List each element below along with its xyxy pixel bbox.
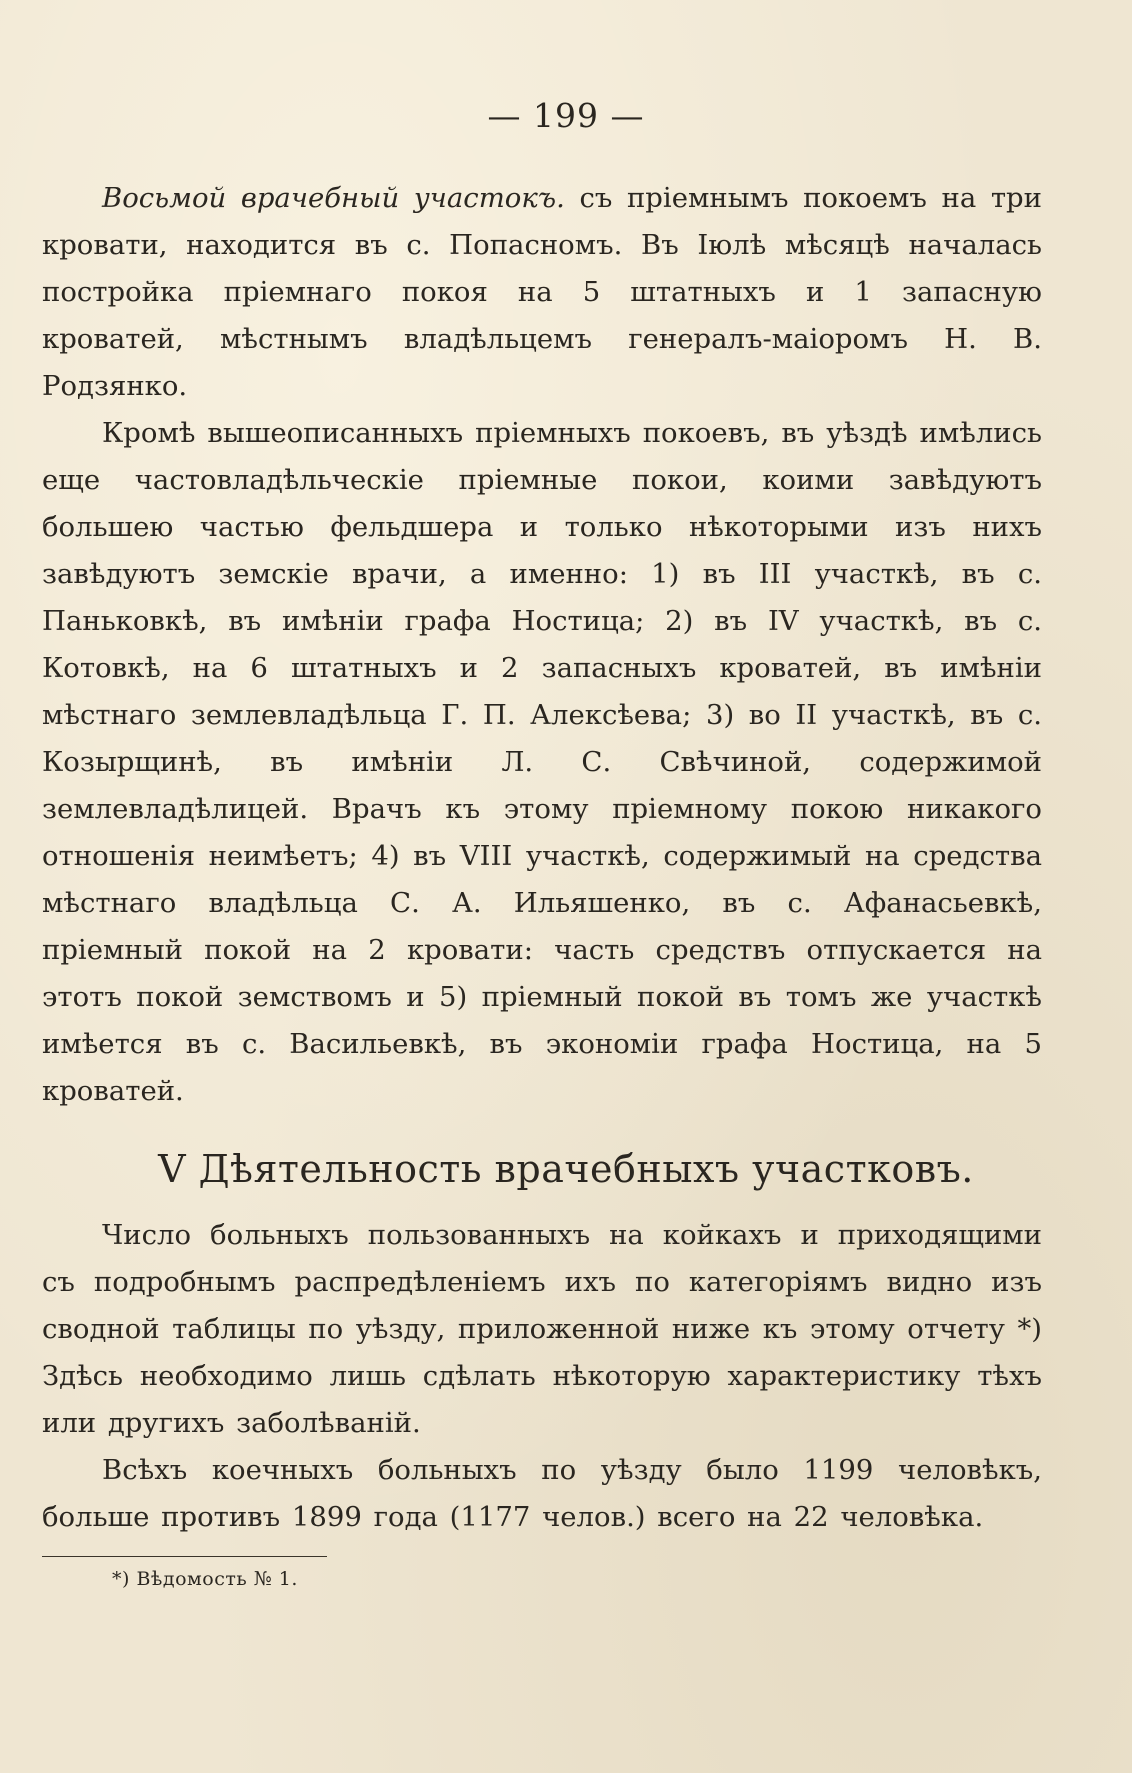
bottom-text-block (42, 1212, 1042, 1541)
section-heading: V Дѣятельность врачебныхъ участковъ. (158, 1147, 974, 1191)
paragraph-patient-numbers: Число больныхъ пользованныхъ на койкахъ и приходящими съ подробнымъ распредѣленіемъ ихъ по категоріямъ видно изъ сводной таблицы по уѣзду, приложенной ниже къ этому отчету *) Здѣсь необходимо лишь сдѣлать нѣкоторую характеристику тѣхъ или другихъ заболѣваній. (42, 1219, 1042, 1439)
paragraph-eighth-district (42, 175, 1042, 410)
paragraph-body: съ пріемнымъ покоемъ на три кровати, находится въ с. Попасномъ. Въ Іюлѣ мѣсяцѣ началась постройка пріемнаго покоя на 5 штатныхъ и 1 запасную кроватей, мѣстнымъ владѣльцемъ генералъ-маіоромъ Н. В. Родзянко. (42, 182, 1042, 402)
paragraph-private-wards: Кромѣ вышеописанныхъ пріемныхъ покоевъ, въ уѣздѣ имѣлись еще частовладѣльческіе пріемные покои, коими завѣдуютъ большею частью фельдшера и только нѣкоторыми изъ нихъ завѣдуютъ земскіе врачи, а именно: 1) въ III участкѣ, въ с. Паньковкѣ, въ имѣніи графа Ностица; 2) въ IV участкѣ, въ с. Котовкѣ, на 6 штатныхъ и 2 запасныхъ кроватей, въ имѣніи мѣстнаго землевладѣльца Г. П. Алексѣева; 3) во II участкѣ, въ с. Козырщинѣ, въ имѣніи Л. С. Свѣчиной, содержимой землевладѣлицей. Врачъ къ этому пріемному покою никакого отношенія неимѣетъ; 4) въ VIII участкѣ, содержимый на средства мѣстнаго владѣльца С. А. Ильяшенко, въ с. Афанасьевкѣ, пріемный покой на 2 кровати: часть средствъ отпускается на этотъ покой земствомъ и 5) пріемный покой въ томъ же участкѣ имѣется въ с. Васильевкѣ, въ экономіи графа Ностица, на 5 кроватей. (42, 417, 1042, 1107)
page-number: — 199 — (487, 96, 645, 135)
footnote: *) Вѣдомость № 1. (112, 1568, 298, 1590)
paragraph-bed-patients-total: Всѣхъ коечныхъ больныхъ по уѣзду было 1199 человѣкъ, больше противъ 1899 года (1177 челов.) всего на 22 человѣка. (42, 1454, 1042, 1533)
top-text-block (42, 175, 1042, 1115)
italic-lead-phrase: Восьмой врачебный участокъ. (102, 182, 565, 214)
footnote-divider (42, 1556, 327, 1557)
